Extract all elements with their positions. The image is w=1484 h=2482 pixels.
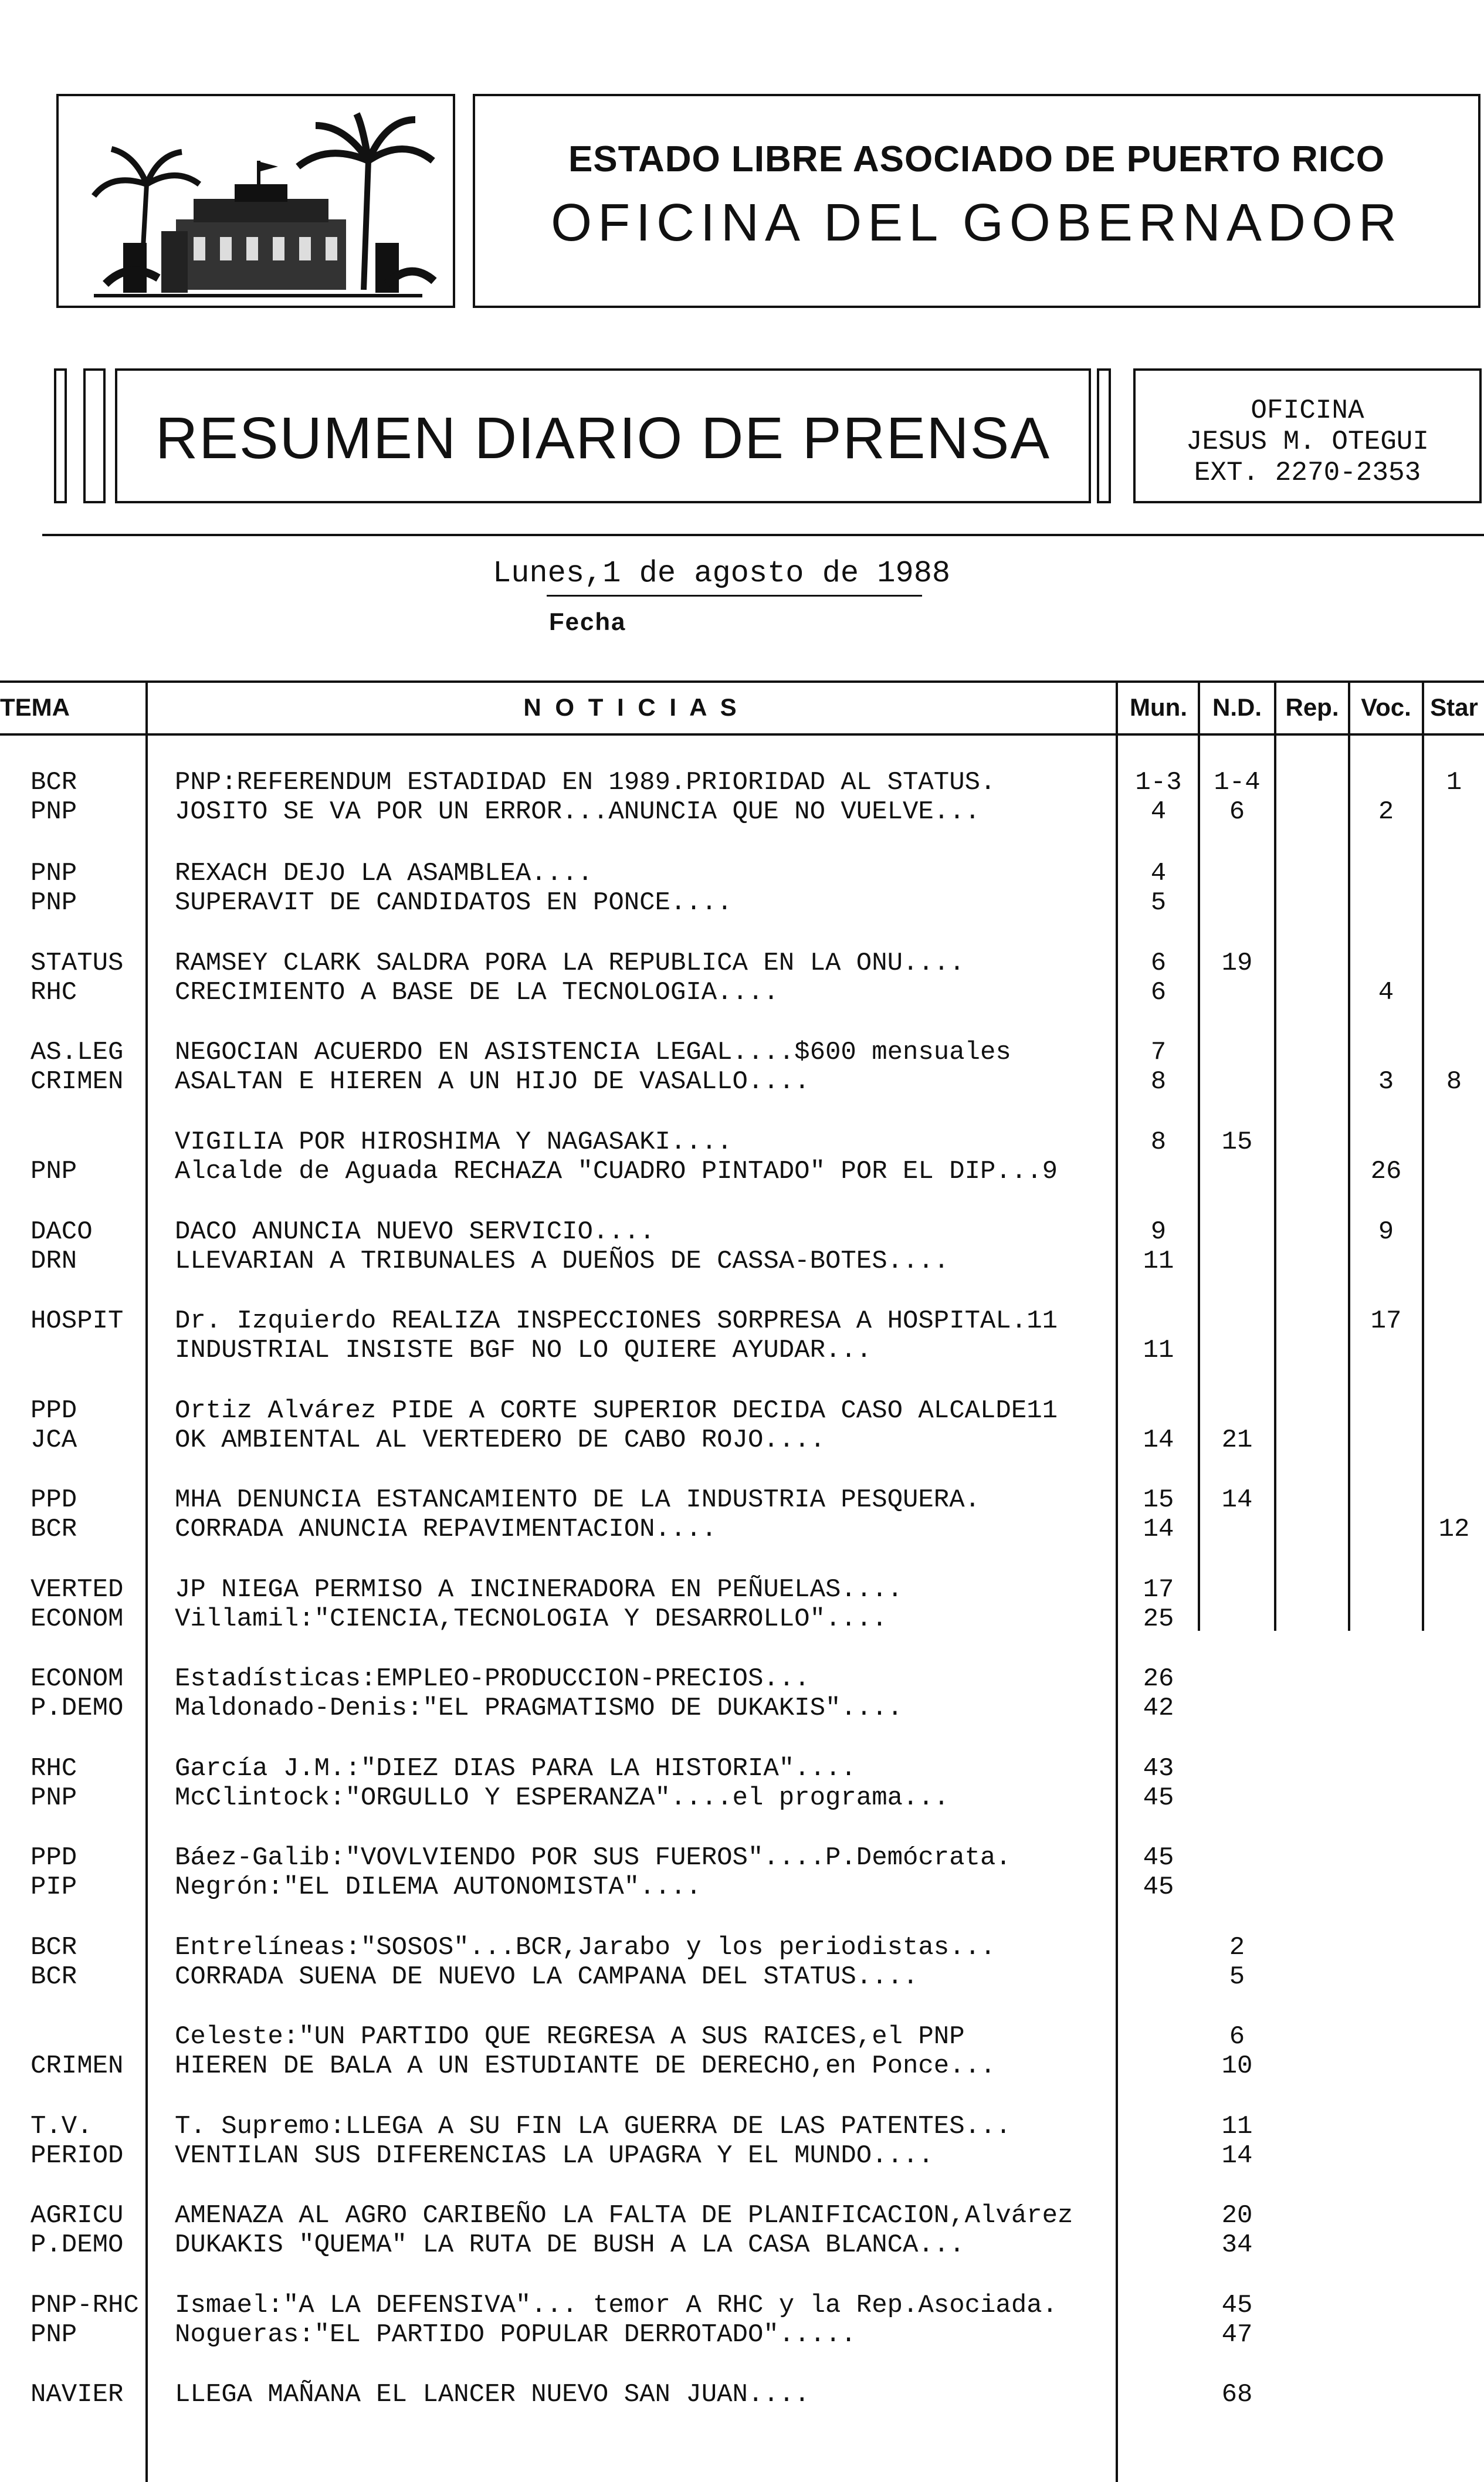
row-tema: BCR (31, 768, 77, 797)
contact-person: JESUS M. OTEGUI (1185, 426, 1429, 457)
row-mun: 42 (1143, 1694, 1174, 1723)
row-noticia: AMENAZA AL AGRO CARIBEÑO LA FALTA DE PLANIFICACION,Alvárez (175, 2201, 1073, 2230)
row-noticia: Estadísticas:EMPLEO-PRODUCCION-PRECIOS... (175, 1664, 810, 1694)
row-mun: 25 (1143, 1604, 1174, 1634)
row-noticia: DUKAKIS "QUEMA" LA RUTA DE BUSH A LA CASA BLANCA... (175, 2230, 965, 2260)
row-tema: BCR (31, 1933, 77, 1962)
row-voc: 4 (1378, 978, 1394, 1007)
row-noticia: OK AMBIENTAL AL VERTEDERO DE CABO ROJO.... (175, 1425, 825, 1455)
press-summary-banner (115, 368, 1091, 503)
row-tema: JCA (31, 1425, 77, 1455)
row-mun: 8 (1150, 1127, 1167, 1157)
divider (42, 534, 1484, 536)
organization-name: ESTADO LIBRE ASOCIADO DE PUERTO RICO (568, 139, 1385, 180)
la-fortaleza-logo (59, 96, 453, 306)
col-header-voc: Voc. (1361, 693, 1411, 721)
table-header-border (0, 733, 1484, 736)
row-tema: CRIMEN (31, 1067, 124, 1096)
row-noticia: García J.M.:"DIEZ DIAS PARA LA HISTORIA".... (175, 1754, 856, 1783)
row-noticia: T. Supremo:LLEGA A SU FIN LA GUERRA DE LAS PATENTES... (175, 2112, 1011, 2141)
row-mun: 14 (1143, 1425, 1174, 1455)
row-tema: NAVIER (31, 2380, 124, 2409)
date-underline (547, 595, 922, 597)
row-tema: PNP (31, 1783, 77, 1813)
row-mun: 8 (1150, 1067, 1167, 1096)
logo-frame (56, 94, 455, 308)
government-header (473, 94, 1480, 308)
col-header-mun: Mun. (1130, 693, 1187, 721)
row-noticia: CORRADA SUENA DE NUEVO LA CAMPANA DEL STATUS.... (175, 1962, 919, 1992)
row-tema: P.DEMO (31, 2230, 124, 2260)
row-mun: 45 (1143, 1843, 1174, 1872)
row-noticia: Celeste:"UN PARTIDO QUE REGRESA A SUS RAICES,el PNP (175, 2022, 965, 2051)
row-tema: VERTED (31, 1575, 124, 1604)
decorative-bars-left (54, 368, 107, 503)
row-noticia: LLEGA MAÑANA EL LANCER NUEVO SAN JUAN.... (175, 2380, 810, 2409)
row-noticia: Báez-Galib:"VOVLVIENDO POR SUS FUEROS"....P.Demócrata. (175, 1843, 1011, 1872)
row-noticia: Dr. Izquierdo REALIZA INSPECCIONES SORPRESA A HOSPITAL.11 (175, 1306, 1058, 1336)
row-nd: 14 (1221, 1485, 1253, 1515)
row-tema: CRIMEN (31, 2051, 124, 2081)
row-mun: 43 (1143, 1754, 1174, 1783)
row-nd: 20 (1221, 2201, 1253, 2230)
row-mun: 11 (1143, 1247, 1174, 1276)
row-noticia: Negrón:"EL DILEMA AUTONOMISTA".... (175, 1872, 702, 1902)
row-tema: STATUS (31, 949, 124, 978)
row-mun: 5 (1150, 888, 1167, 917)
row-noticia: LLEVARIAN A TRIBUNALES A DUEÑOS DE CASSA-BOTES.... (175, 1247, 950, 1276)
row-nd: 45 (1221, 2291, 1253, 2320)
row-nd: 2 (1229, 1933, 1245, 1962)
row-tema: DRN (31, 1247, 77, 1276)
row-noticia: HIEREN DE BALA A UN ESTUDIANTE DE DERECHO,en Ponce... (175, 2051, 996, 2081)
row-voc: 3 (1378, 1067, 1394, 1096)
row-noticia: REXACH DEJO LA ASAMBLEA.... (175, 859, 593, 888)
row-noticia: Villamil:"CIENCIA,TECNOLOGIA Y DESARROLLO".... (175, 1604, 887, 1634)
row-mun: 7 (1150, 1038, 1167, 1067)
col-header-noticias: N O T I C I A S (523, 693, 740, 721)
row-mun: 26 (1143, 1664, 1174, 1694)
col-divider (1422, 680, 1424, 1631)
row-tema: PPD (31, 1396, 77, 1425)
row-mun: 14 (1143, 1515, 1174, 1544)
col-header-star: Star (1430, 693, 1478, 721)
row-tema: DACO (31, 1217, 93, 1247)
col-header-tema: TEMA (0, 693, 70, 721)
row-mun: 6 (1150, 978, 1167, 1007)
col-header-nd: N.D. (1212, 693, 1262, 721)
row-star: 8 (1446, 1067, 1462, 1096)
row-nd: 1-4 (1214, 768, 1261, 797)
col-divider (145, 680, 148, 2482)
row-nd: 34 (1221, 2230, 1253, 2260)
row-nd: 47 (1221, 2320, 1253, 2349)
office-name: OFICINA DEL GOBERNADOR (551, 194, 1402, 252)
row-noticia: Entrelíneas:"SOSOS"...BCR,Jarabo y los periodistas... (175, 1933, 996, 1962)
contact-box (1133, 368, 1482, 503)
row-nd: 5 (1229, 1962, 1245, 1992)
row-tema: HOSPIT (31, 1306, 124, 1336)
contact-extension: EXT. 2270-2353 (1194, 458, 1421, 488)
row-nd: 68 (1221, 2380, 1253, 2409)
row-tema: RHC (31, 1754, 77, 1783)
row-tema: PNP (31, 2320, 77, 2349)
col-header-rep: Rep. (1285, 693, 1339, 721)
row-mun: 9 (1150, 1217, 1167, 1247)
col-divider (1116, 680, 1118, 2482)
row-mun: 15 (1143, 1485, 1174, 1515)
row-mun: 4 (1150, 797, 1167, 827)
row-noticia: DACO ANUNCIA NUEVO SERVICIO.... (175, 1217, 655, 1247)
row-tema: AGRICU (31, 2201, 124, 2230)
row-noticia: Nogueras:"EL PARTIDO POPULAR DERROTADO"..... (175, 2320, 856, 2349)
row-star: 12 (1438, 1515, 1470, 1544)
row-mun: 17 (1143, 1575, 1174, 1604)
row-noticia: Ismael:"A LA DEFENSIVA"... temor A RHC y la Rep.Asociada. (175, 2291, 1058, 2320)
banner-title: RESUMEN DIARIO DE PRENSA (155, 405, 1051, 471)
decorative-bar-right (1097, 368, 1111, 503)
row-voc: 26 (1370, 1157, 1402, 1186)
row-tema: PNP (31, 859, 77, 888)
row-noticia: RAMSEY CLARK SALDRA PORA LA REPUBLICA EN LA ONU.... (175, 949, 965, 978)
row-tema: PNP (31, 888, 77, 917)
row-tema: ECONOM (31, 1664, 124, 1694)
row-noticia: Ortiz Alvárez PIDE A CORTE SUPERIOR DECIDA CASO ALCALDE11 (175, 1396, 1058, 1425)
row-mun: 45 (1143, 1783, 1174, 1813)
row-nd: 19 (1221, 949, 1253, 978)
row-tema: BCR (31, 1515, 77, 1544)
row-tema: RHC (31, 978, 77, 1007)
row-noticia: CRECIMIENTO A BASE DE LA TECNOLOGIA.... (175, 978, 779, 1007)
row-nd: 14 (1221, 2141, 1253, 2171)
row-noticia: MHA DENUNCIA ESTANCAMIENTO DE LA INDUSTRIA PESQUERA. (175, 1485, 981, 1515)
row-tema: BCR (31, 1962, 77, 1992)
row-noticia: JP NIEGA PERMISO A INCINERADORA EN PEÑUELAS.... (175, 1575, 903, 1604)
row-noticia: PNP:REFERENDUM ESTADIDAD EN 1989.PRIORIDAD AL STATUS. (175, 768, 996, 797)
row-mun: 6 (1150, 949, 1167, 978)
row-noticia: CORRADA ANUNCIA REPAVIMENTACION.... (175, 1515, 717, 1544)
row-nd: 6 (1229, 2022, 1245, 2051)
row-noticia: NEGOCIAN ACUERDO EN ASISTENCIA LEGAL....$600 mensuales (175, 1038, 1011, 1067)
row-voc: 9 (1378, 1217, 1394, 1247)
col-divider (1274, 680, 1276, 1631)
row-voc: 2 (1378, 797, 1394, 827)
row-mun: 1-3 (1135, 768, 1182, 797)
row-noticia: INDUSTRIAL INSISTE BGF NO LO QUIERE AYUDAR... (175, 1336, 872, 1365)
row-noticia: VENTILAN SUS DIFERENCIAS LA UPAGRA Y EL MUNDO.... (175, 2141, 934, 2171)
row-noticia: VIGILIA POR HIROSHIMA Y NAGASAKI.... (175, 1127, 733, 1157)
row-tema: PPD (31, 1843, 77, 1872)
row-tema: ECONOM (31, 1604, 124, 1634)
row-tema: PNP (31, 797, 77, 827)
table-top-border (0, 680, 1484, 683)
contact-office: OFICINA (1251, 395, 1364, 426)
row-tema: T.V. (31, 2112, 93, 2141)
row-tema: PPD (31, 1485, 77, 1515)
row-tema: P.DEMO (31, 1694, 124, 1723)
row-noticia: JOSITO SE VA POR UN ERROR...ANUNCIA QUE NO VUELVE... (175, 797, 981, 827)
row-star: 1 (1446, 768, 1462, 797)
row-nd: 6 (1229, 797, 1245, 827)
row-tema: PNP-RHC (31, 2291, 139, 2320)
row-mun: 4 (1150, 859, 1167, 888)
row-voc: 17 (1370, 1306, 1402, 1336)
row-tema: PERIOD (31, 2141, 124, 2171)
row-nd: 15 (1221, 1127, 1253, 1157)
row-nd: 10 (1221, 2051, 1253, 2081)
row-mun: 11 (1143, 1336, 1174, 1365)
row-tema: AS.LEG (31, 1038, 124, 1067)
row-noticia: ASALTAN E HIEREN A UN HIJO DE VASALLO.... (175, 1067, 810, 1096)
row-noticia: Maldonado-Denis:"EL PRAGMATISMO DE DUKAKIS".... (175, 1694, 903, 1723)
row-tema: PNP (31, 1157, 77, 1186)
row-noticia: Alcalde de Aguada RECHAZA "CUADRO PINTADO" POR EL DIP...9 (175, 1157, 1058, 1186)
row-mun: 45 (1143, 1872, 1174, 1902)
row-nd: 21 (1221, 1425, 1253, 1455)
row-noticia: SUPERAVIT DE CANDIDATOS EN PONCE.... (175, 888, 733, 917)
row-tema: PIP (31, 1872, 77, 1902)
row-noticia: McClintock:"ORGULLO Y ESPERANZA"....el programa... (175, 1783, 950, 1813)
date-label: Fecha (549, 608, 626, 635)
row-nd: 11 (1221, 2112, 1253, 2141)
report-date: Lunes,1 de agosto de 1988 (493, 556, 951, 591)
